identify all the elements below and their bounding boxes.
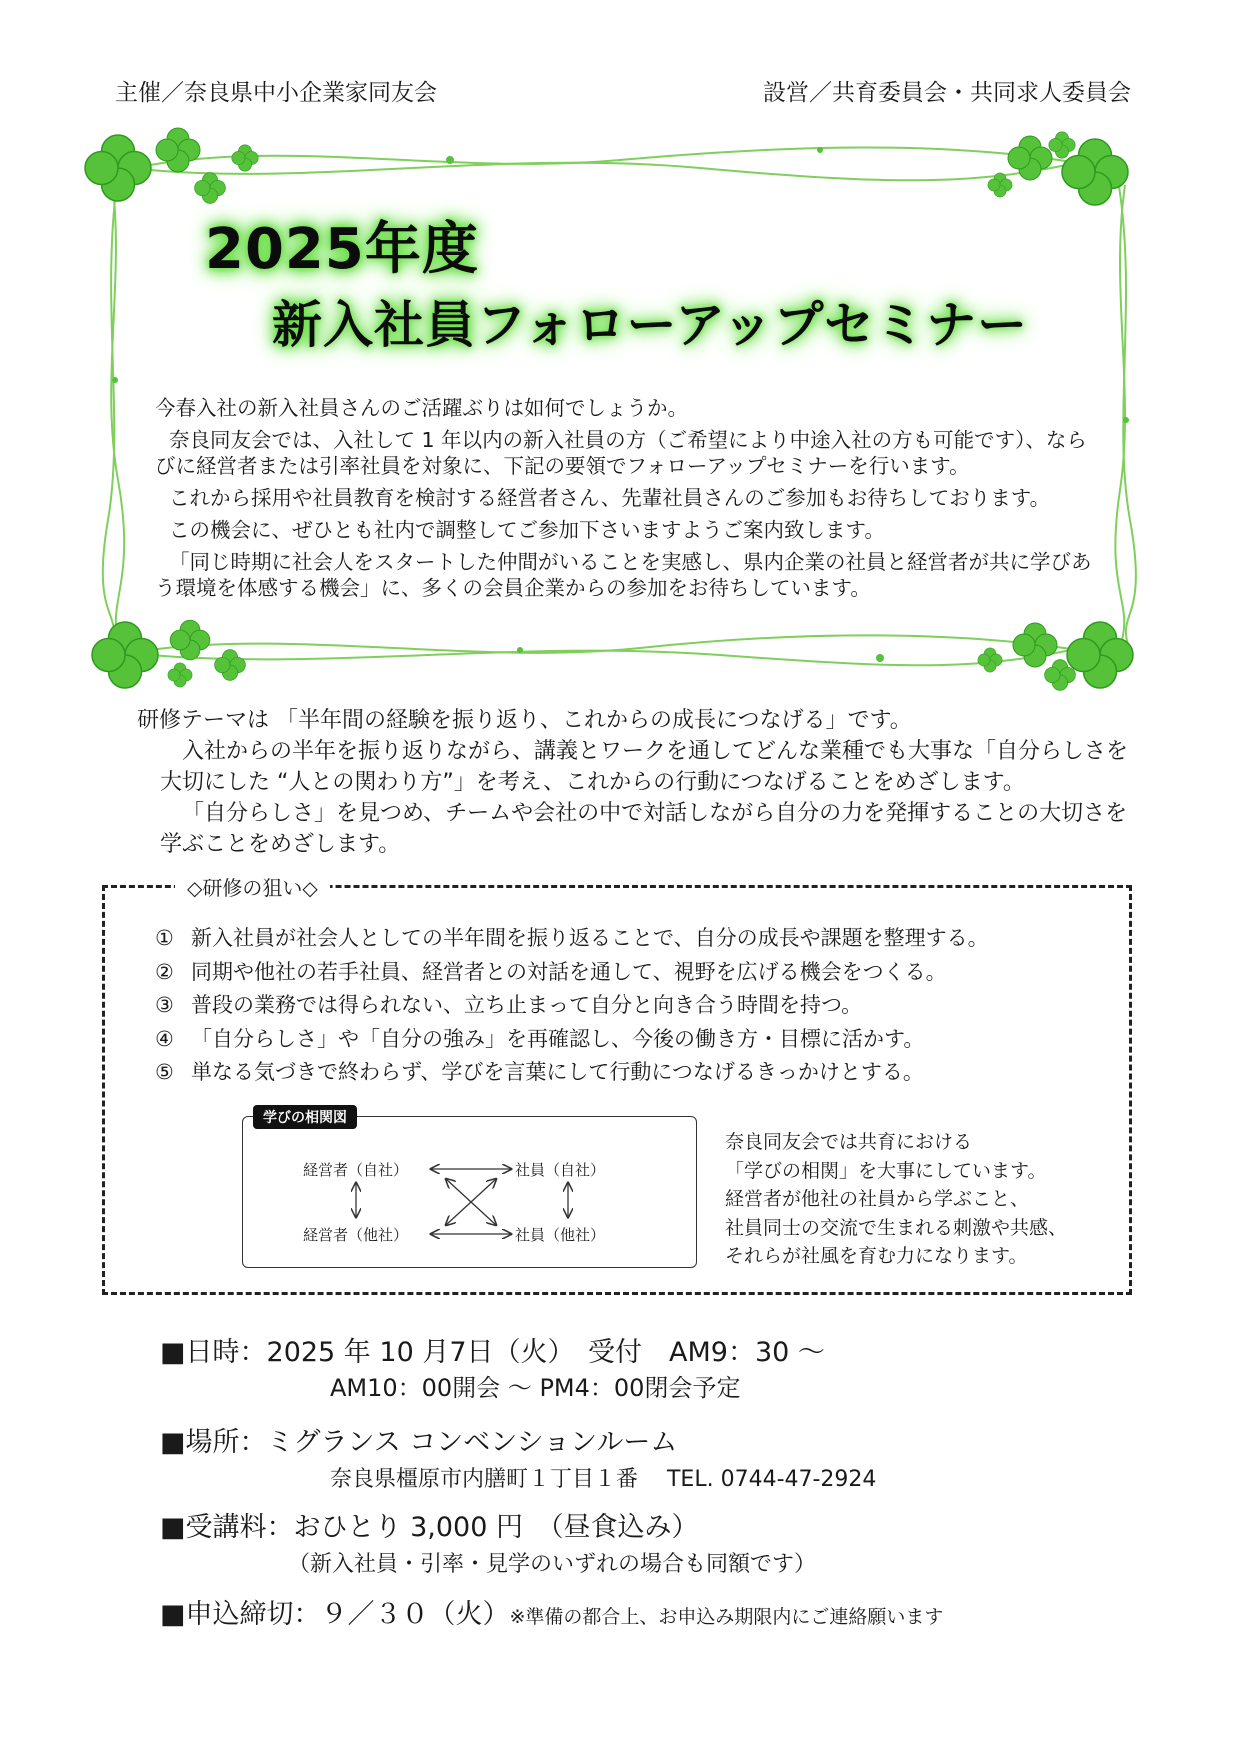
aim-number: ④: [155, 1026, 174, 1051]
title-year: 2025年度: [205, 217, 479, 282]
correlation-description: [725, 1128, 1067, 1271]
aims-box: [102, 876, 1132, 1295]
aim-number: ③: [155, 993, 174, 1017]
committee-text: 設営／共育委員会・共同求人委員会: [763, 80, 1131, 106]
theme-section: [137, 705, 1147, 860]
theme-line: 研修テーマは 「半年間の経験を振り返り、これからの成長につなげる」です。: [137, 708, 912, 733]
theme-paragraph: 「自分らしさ」を見つめ、チームや会社の中で対話しながら自分の力を発揮することの大切さを学ぶことをめざします。: [160, 801, 1128, 857]
intro-paragraph: これから採用や社員教育を検討する経営者さん、先輩社員さんのご参加もお待ちしております。: [169, 486, 1051, 510]
aim-text: 単なる気づきで終わらず、学びを言葉にして行動につなげるきっかけとする。: [191, 1060, 924, 1084]
node-employee-own: 社員（自社）: [515, 1161, 606, 1179]
aim-item: [155, 956, 989, 990]
aim-number: ⑤: [155, 1060, 174, 1084]
event-fee: ■受講料：おひとり 3,000 円 （昼食込み）: [160, 1512, 699, 1543]
event-address: 奈良県橿原市内膳町１丁目１番 TEL. 0744-47-2924: [330, 1467, 877, 1492]
aim-text: 新入社員が社会人としての半年間を振り返ることで、自分の成長や課題を整理する。: [191, 926, 989, 950]
event-date: ■日時：2025 年 10 月7日（火） 受付 AM9：30 ～: [160, 1337, 825, 1368]
correlation-tag: 学びの相関図: [253, 1105, 357, 1129]
aim-text: 同期や他社の若手社員、経営者との対話を通して、視野を広げる機会をつくる。: [191, 959, 947, 984]
correlation-line: それらが社風を育む力になります。: [725, 1245, 1028, 1267]
aim-item: [155, 1023, 989, 1057]
deadline-note: ※準備の都合上、お申込み期限内にご連絡願います: [509, 1606, 944, 1628]
aim-text: 普段の業務では得られない、立ち止まって自分と向き合う時間を持つ。: [191, 993, 863, 1017]
node-manager-other: 経営者（他社）: [303, 1226, 409, 1244]
event-deadline-row: [160, 1592, 943, 1631]
aim-item: [155, 922, 989, 956]
title-seminar-name: 新入社員フォローアップセミナー: [272, 296, 1028, 354]
intro-paragraph: この機会に、ぜひとも社内で調整してご参加下さいますようご案内致します。: [169, 518, 885, 542]
node-employee-other: 社員（他社）: [515, 1226, 606, 1244]
correlation-line: 奈良同友会では共育における: [725, 1131, 973, 1153]
aims-title: ◇研修の狙い◇: [175, 872, 330, 901]
aim-text: 「自分らしさ」や「自分の強み」を再確認し、今後の働き方・目標に活かす。: [191, 1026, 925, 1051]
organizer-text: 主催／奈良県中小企業家同友会: [115, 80, 437, 106]
event-place: ■場所：ミグランス コンベンションルーム: [160, 1427, 678, 1458]
intro-paragraph: 「同じ時期に社会人をスタートした仲間がいることを実感し、県内企業の社員と経営者が共に学びあう環境を体感する機会」に、多くの会員企業からの参加をお待ちしています。: [155, 550, 1092, 600]
correlation-line: 社員同士の交流で生まれる刺激や共感、: [725, 1216, 1068, 1239]
aim-item: [155, 1056, 989, 1090]
theme-paragraph: 入社からの半年を振り返りながら、講義とワークを通してどんな業種でも大事な「自分らしさを大切にした “人との関わり方”」を考え、これからの行動につなげることをめざします。: [160, 739, 1129, 795]
aim-number: ①: [155, 926, 174, 950]
intro-paragraph: 奈良同友会では、入社して 1 年以内の新入社員の方（ご希望により中途入社の方も可能です）、ならびに経営者または引率社員を対象に、下記の要領でフォローアップセミナーを行います。: [155, 428, 1087, 478]
intro-section: [155, 395, 1105, 607]
correlation-arrows: [243, 1117, 698, 1269]
event-time: AM10：00開会 ～ PM4：00閉会予定: [330, 1374, 741, 1402]
event-deadline: ■申込締切：９／３０（火）: [160, 1599, 510, 1630]
aim-item: [155, 989, 989, 1023]
aim-number: ②: [155, 959, 174, 984]
event-fee-note: （新入社員・引率・見学のいずれの場合も同額です）: [288, 1552, 817, 1577]
intro-paragraph: 今春入社の新入社員さんのご活躍ぶりは如何でしょうか。: [155, 396, 688, 420]
node-manager-own: 経営者（自社）: [303, 1161, 409, 1179]
correlation-diagram: [242, 1110, 697, 1268]
correlation-line: 経営者が他社の社員から学ぶこと、: [725, 1188, 1030, 1210]
correlation-line: 「学びの相関」を大事にしています。: [725, 1159, 1047, 1182]
aims-list: [155, 922, 989, 1090]
